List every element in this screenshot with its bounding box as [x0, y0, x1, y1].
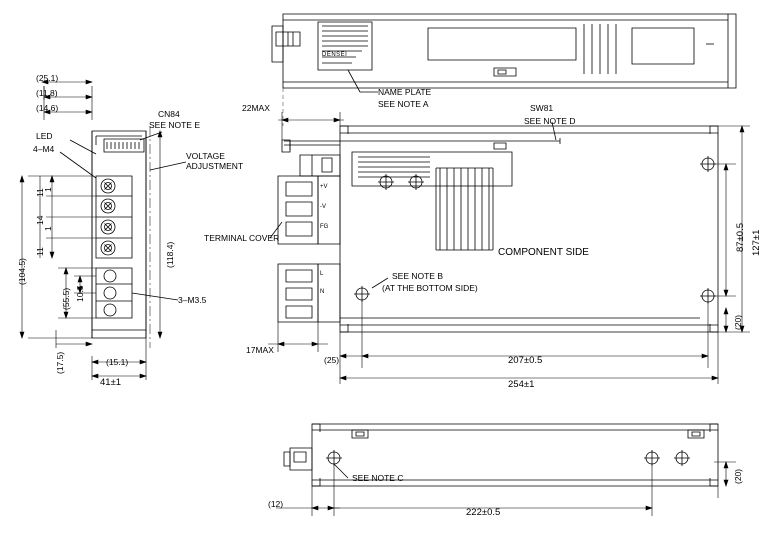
dim-25-label: (25)	[324, 355, 340, 365]
dim-11-a-label: 11	[35, 188, 45, 197]
voltage-adjustment-line2: ADJUSTMENT	[186, 161, 244, 171]
dim-14-a-label: 14	[35, 215, 45, 225]
leader-4m4	[60, 152, 96, 178]
voltage-adjustment-line1: VOLTAGE	[186, 151, 225, 161]
view-top	[272, 14, 736, 88]
cn84-label: CN84	[158, 109, 180, 119]
dim-14-6-label: (14.6)	[36, 103, 59, 113]
dim-222-label: 222±0.5	[466, 507, 501, 518]
see-note-d-label: SEE NOTE D	[524, 116, 576, 126]
terminal-ac-l-label: L	[320, 271, 324, 277]
terminal-v-plus-label: +V	[320, 184, 328, 190]
dim-104-5-label: (104.5)	[17, 258, 27, 285]
dimensions-left	[17, 80, 162, 380]
view-bottom	[284, 424, 718, 486]
dimensions-bottom	[276, 462, 736, 516]
dim-55-5-label: (55.5)	[61, 287, 71, 310]
see-note-e-label: SEE NOTE E	[149, 120, 201, 130]
terminal-ac-n-label: N	[320, 289, 325, 295]
component-side-label: COMPONENT SIDE	[498, 247, 589, 258]
dim-254-label: 254±1	[508, 379, 535, 390]
dim-41-1-label: 41±1	[100, 377, 122, 388]
sw81-label: SW81	[530, 103, 554, 113]
leader-3m35	[132, 293, 178, 300]
dim-12-label: (12)	[268, 499, 284, 509]
dim-118-4-label: (118.4)	[165, 241, 175, 268]
dim-87-label: 87±0.5	[735, 223, 746, 252]
at-bottom-side-label: (AT THE BOTTOM SIDE)	[382, 283, 478, 293]
view-left	[92, 131, 146, 338]
dim-1-b-label: 1	[43, 226, 53, 231]
dim-20-a-label: (20)	[733, 314, 743, 330]
dim-127-label: 127±1	[751, 229, 762, 256]
terminal-v-minus-label: -V	[320, 204, 326, 210]
four-m4-label: 4–M4	[33, 144, 55, 154]
terminal-cover-label: TERMINAL COVER	[204, 233, 280, 243]
terminal-fg-label: FG	[320, 224, 329, 230]
brand-label: DENSEI	[322, 52, 348, 58]
see-note-b-label: SEE NOTE B	[392, 271, 444, 281]
see-note-c-label: SEE NOTE C	[352, 473, 404, 483]
three-m35-label: 3–M3.5	[178, 295, 207, 305]
dim-17-5-label: (17.5)	[55, 351, 65, 374]
dim-15-1-label: (15.1)	[106, 357, 129, 367]
leader-nameplate	[348, 70, 360, 92]
terminal-cover-blocks	[278, 140, 340, 322]
led-label: LED	[36, 131, 53, 141]
dim-20-b-label: (20)	[733, 468, 743, 484]
dim-11-8-label: (11.8)	[36, 88, 58, 98]
dim-25-1-label: (25.1)	[36, 73, 59, 83]
dim-11-b-label: 11	[35, 247, 45, 256]
dim-207-label: 207±0.5	[508, 355, 543, 366]
dim-22max-label: 22MAX	[242, 103, 270, 113]
name-plate-label: NAME PLATE	[378, 87, 432, 97]
dim-10-5-label: 10.5	[75, 285, 85, 302]
dim-1-a-label: 1	[43, 187, 53, 192]
dim-17max-label: 17MAX	[246, 345, 274, 355]
leader-voltage	[150, 162, 186, 170]
see-note-a-label: SEE NOTE A	[378, 99, 429, 109]
view-main	[284, 126, 718, 332]
